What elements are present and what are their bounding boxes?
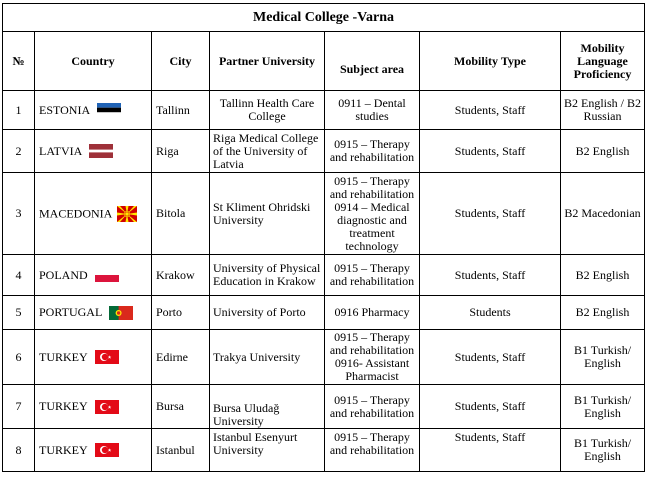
table-row: [3, 385, 645, 429]
language-cell: B2 English: [561, 130, 645, 173]
subject-cell: 0911 – Dental studies: [325, 91, 420, 130]
country-cell: [35, 91, 152, 130]
table-row: [3, 130, 645, 173]
portugal-flag-icon: [109, 306, 133, 320]
partner-cell: University of Physical Education in Krakow: [210, 255, 325, 296]
latvia-flag-icon: [89, 144, 113, 158]
partner-cell: Riga Medical College of the University of Latvia: [210, 130, 325, 173]
mobility-cell: Students, Staff: [420, 429, 561, 472]
country-cell: [35, 173, 152, 255]
estonia-flag-icon: [97, 103, 121, 117]
table-row: [3, 173, 645, 255]
country-name: POLAND: [39, 267, 88, 282]
city-cell: Bursa: [152, 385, 210, 429]
city-cell: Porto: [152, 296, 210, 330]
table-row: [3, 91, 645, 130]
language-cell: B2 English: [561, 255, 645, 296]
country-cell: [35, 429, 152, 472]
partner-cell: University of Porto: [210, 296, 325, 330]
partner-cell: Tallinn Health Care College: [210, 91, 325, 130]
table-row: [3, 296, 645, 330]
subject-cell: 0915 – Therapy and rehabilitation: [325, 429, 420, 472]
partner-table: [2, 3, 645, 472]
city-cell: Edirne: [152, 330, 210, 385]
row-number: 8: [3, 429, 35, 472]
language-cell: B2 English / B2 Russian: [561, 91, 645, 130]
subject-cell: 0915 – Therapy and rehabilitation 0914 – Medical diagnostic and treatment technology: [325, 173, 420, 255]
partner-cell: St Kliment Ohridski University: [210, 173, 325, 255]
header-no: №: [3, 32, 35, 91]
partner-cell: Trakya University: [210, 330, 325, 385]
country-cell: [35, 385, 152, 429]
country-cell: [35, 130, 152, 173]
macedonia-flag-icon: [117, 206, 137, 222]
country-name: PORTUGAL: [39, 305, 103, 320]
header-city: City: [152, 32, 210, 91]
row-number: 3: [3, 173, 35, 255]
header-mobility-type: Mobility Type: [420, 32, 561, 91]
subject-cell: 0915 – Therapy and rehabilitation: [325, 385, 420, 429]
poland-flag-icon: [95, 268, 119, 282]
mobility-cell: Students: [420, 296, 561, 330]
country-name: MACEDONIA: [39, 206, 113, 220]
row-number: 6: [3, 330, 35, 385]
turkey-flag-icon: [95, 400, 119, 414]
city-cell: Riga: [152, 130, 210, 173]
mobility-cell: Students, Staff: [420, 173, 561, 255]
city-cell: Krakow: [152, 255, 210, 296]
city-cell: Tallinn: [152, 91, 210, 130]
language-cell: B1 Turkish/ English: [561, 385, 645, 429]
mobility-cell: Students, Staff: [420, 130, 561, 173]
country-name: TURKEY: [39, 399, 88, 414]
header-subject-area: Subject area: [325, 32, 420, 91]
header-country: Country: [35, 32, 152, 91]
country-cell: [35, 296, 152, 330]
city-cell: Bitola: [152, 173, 210, 255]
row-number: 5: [3, 296, 35, 330]
subject-cell: 0915 – Therapy and rehabilitation: [325, 255, 420, 296]
table-row: [3, 255, 645, 296]
language-cell: B2 English: [561, 296, 645, 330]
country-name: ESTONIA: [39, 102, 91, 117]
row-number: 4: [3, 255, 35, 296]
subject-cell: 0916 Pharmacy: [325, 296, 420, 330]
partner-cell: Istanbul Esenyurt University: [210, 429, 325, 472]
country-name: TURKEY: [39, 349, 88, 364]
country-name: LATVIA: [39, 143, 83, 158]
mobility-cell: Students, Staff: [420, 330, 561, 385]
table-row: [3, 330, 645, 385]
turkey-flag-icon: [95, 350, 119, 364]
country-cell: [35, 255, 152, 296]
subject-cell: 0915 – Therapy and rehabilitation 0916- Assistant Pharmacist: [325, 330, 420, 385]
table-title: Medical College -Varna: [3, 4, 645, 32]
header-partner-university: Partner University: [210, 32, 325, 91]
language-cell: B1 Turkish/ English: [561, 429, 645, 472]
header-language: Mobility Language Proficiency: [561, 32, 645, 91]
mobility-cell: Students, Staff: [420, 255, 561, 296]
language-cell: B2 Macedonian: [561, 173, 645, 255]
language-cell: B1 Turkish/ English: [561, 330, 645, 385]
table-row: [3, 429, 645, 472]
city-cell: Istanbul: [152, 429, 210, 472]
partner-cell: Bursa Uludağ University: [210, 385, 325, 429]
subject-cell: 0915 – Therapy and rehabilitation: [325, 130, 420, 173]
row-number: 7: [3, 385, 35, 429]
turkey-flag-icon: [95, 443, 119, 457]
row-number: 2: [3, 130, 35, 173]
country-cell: [35, 330, 152, 385]
mobility-cell: Students, Staff: [420, 385, 561, 429]
mobility-cell: Students, Staff: [420, 91, 561, 130]
row-number: 1: [3, 91, 35, 130]
country-name: TURKEY: [39, 442, 88, 457]
